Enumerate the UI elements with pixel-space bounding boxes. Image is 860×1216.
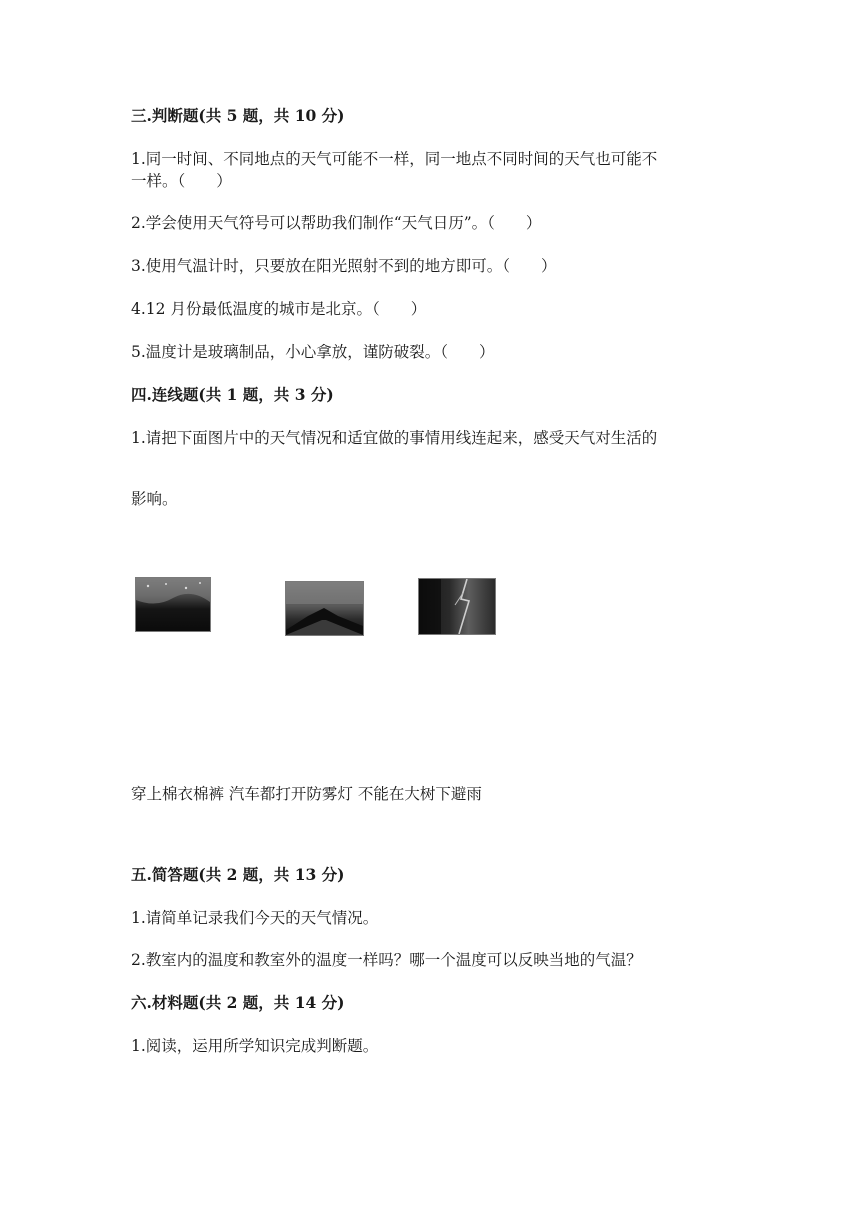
question-4-1-line-2: 影响。: [131, 490, 178, 508]
section-6-title: 六.材料题(共 2 题，共 14 分): [131, 993, 345, 1012]
fog-weather-photo: [285, 581, 364, 636]
fog-weather-icon: [286, 582, 363, 635]
question-3-5: 5.温度计是玻璃制品，小心拿放，谨防破裂。（ ）: [131, 343, 495, 361]
lightning-icon: [419, 579, 495, 634]
question-3-4: 4.12 月份最低温度的城市是北京。（ ）: [131, 300, 427, 318]
question-6-1: 1.阅读，运用所学知识完成判断题。: [131, 1037, 379, 1055]
section-3-title: 三.判断题(共 5 题，共 10 分): [131, 106, 345, 125]
snow-weather-photo: [135, 577, 211, 632]
question-5-2: 2.教室内的温度和教室外的温度一样吗？哪一个温度可以反映当地的气温？: [131, 951, 642, 969]
question-4-1-line-1: 1.请把下面图片中的天气情况和适宜做的事情用线连起来，感受天气对生活的: [131, 429, 658, 447]
thunderstorm-weather-photo: [418, 578, 496, 635]
question-3-2: 2.学会使用天气符号可以帮助我们制作“天气日历”。（ ）: [131, 214, 542, 232]
section-4-title: 四.连线题(共 1 题，共 3 分): [131, 385, 334, 404]
section-5-title: 五.简答题(共 2 题，共 13 分): [131, 865, 345, 884]
question-3-1-line-1: 1.同一时间、不同地点的天气可能不一样，同一地点不同时间的天气也可能不: [131, 150, 658, 168]
question-3-1-line-2: 一样。（ ）: [131, 172, 232, 190]
question-5-1: 1.请简单记录我们今天的天气情况。: [131, 909, 379, 927]
matching-options: 穿上棉衣棉裤 汽车都打开防雾灯 不能在大树下避雨: [131, 785, 482, 803]
question-3-3: 3.使用气温计时，只要放在阳光照射不到的地方即可。（ ）: [131, 257, 557, 275]
snow-weather-icon: [136, 578, 210, 631]
